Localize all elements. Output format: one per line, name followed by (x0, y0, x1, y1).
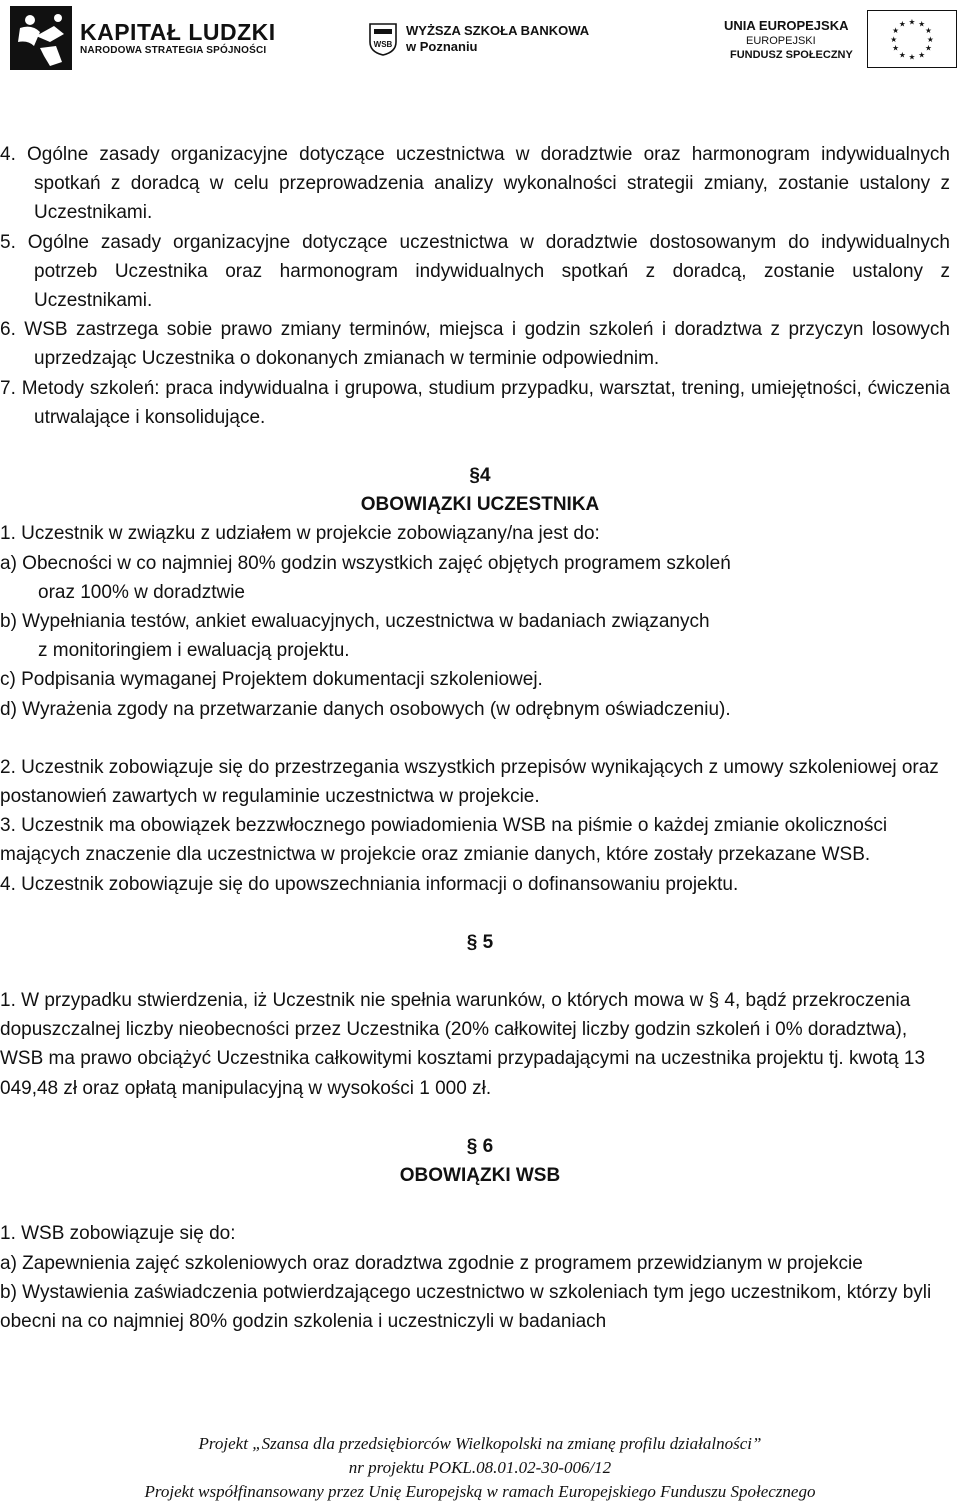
eu-flag-icon (867, 10, 957, 68)
section-4-intro: 1. Uczestnik w związku z udziałem w projekcie zobowiązany/na jest do: (0, 523, 600, 545)
paragraph-5: 5. Ogólne zasady organizacyjne dotyczące uczestnictwa w doradztwie dostosowanym do indywidualnych potrzeb Uczestnika oraz harmonogram indywidualnych spotkań z doradcą, zostanie ustalony z Uczestnikami. (0, 231, 950, 312)
paragraph-6: 6. WSB zastrzega sobie prawo zmiany terminów, miejsca i godzin szkoleń i doradztwa z przyczyn losowych uprzedzając Uczestnika o dokonanych zmianach w terminie odpowiednim. (0, 319, 950, 370)
section-5-paragraph-1: 1. W przypadku stwierdzenia, iż Uczestnik nie spełnia warunków, o których mowa w § 4, bądź przekroczenia dopuszczalnej liczby nieobecności przez Uczestnika (20% całkowitej liczby godzin szkoleń i 0% doradztwa), WSB ma prawo obciążyć Uczestnika całkowitymi kosztami przypadającymi na uczestnika projektu tj. kwotą 13 049,48 zł oraz opłatą manipulacyjną w wysokości 1 000 zł. (0, 990, 926, 1099)
svg-text:★: ★ (924, 26, 932, 36)
footer-cofinancing: Projekt współfinansowany przez Unię Europejską w ramach Europejskiego Funduszu Społecznego (144, 1482, 816, 1501)
section-4-paragraph-3: 3. Uczestnik ma obowiązek bezzwłocznego powiadomienia WSB na piśmie o każdej zmianie okoliczności mających znaczenie dla uczestnictwa w projekcie oraz zmianie danych, które zostały przekazane WSB. (0, 815, 888, 866)
wsb-logo (368, 22, 589, 56)
section-4-heading: §4 (469, 465, 491, 487)
svg-text:★: ★ (898, 50, 906, 60)
section-6-heading: § 6 (466, 1135, 494, 1157)
section-6-item-a: a) Zapewnienia zajęć szkoleniowych oraz doradztwa zgodnie z programem przewidzianym w projekcie (0, 1252, 863, 1274)
svg-text:★: ★ (898, 19, 906, 29)
svg-text:★: ★ (926, 34, 934, 44)
section-4-item-c: c) Podpisania wymaganej Projektem dokumentacji szkoleniowej. (0, 669, 543, 691)
footer-project-number: nr projektu POKL.08.01.02-30-006/12 (348, 1458, 612, 1477)
eu-fund-line1: EUROPEJSKI (746, 35, 816, 47)
section-5-heading: § 5 (466, 931, 494, 953)
section-6-title: OBOWIĄZKI WSB (399, 1165, 561, 1187)
section-4-title: OBOWIĄZKI UCZESTNIKA (360, 494, 600, 516)
kapital-ludzki-logo (10, 6, 276, 70)
kapital-ludzki-emblem-icon (10, 6, 72, 70)
section-4-paragraph-4: 4. Uczestnik zobowiązuje się do upowszechniania informacji o dofinansowaniu projektu. (0, 873, 739, 895)
footer-project-name: Projekt „Szansa dla przedsiębiorców Wielkopolski na zmianę profilu działalności” (198, 1434, 762, 1453)
kapital-subtitle: NARODOWA STRATEGIA SPÓJNOŚCI (80, 45, 267, 56)
svg-text:★: ★ (908, 52, 916, 62)
wsb-city: w Poznaniu (406, 39, 478, 54)
eu-fund-line2: FUNDUSZ SPOŁECZNY (730, 49, 853, 61)
document-body (0, 140, 960, 1336)
section-4-item-a-line1: a) Obecności w co najmniej 80% godzin wszystkich zajęć objętych programem szkoleń (0, 552, 731, 574)
svg-text:★: ★ (918, 19, 925, 29)
wsb-shield-icon (368, 22, 398, 56)
kapital-title: KAPITAŁ LUDZKI (80, 19, 276, 45)
page-footer (0, 1432, 960, 1504)
wsb-name: WYŻSZA SZKOŁA BANKOWA (406, 23, 590, 38)
section-4-item-b-line1: b) Wypełniania testów, ankiet ewaluacyjnych, uczestnictwa w badaniach związanych (0, 611, 710, 633)
svg-text:★: ★ (890, 34, 897, 44)
svg-text:★: ★ (891, 43, 899, 53)
paragraph-7: 7. Metody szkoleń: praca indywidualna i grupowa, studium przypadku, warsztat, trening, umiejętności, ćwiczenia utrwalające i konsolidujące. (0, 377, 950, 428)
eu-logo (724, 18, 957, 68)
wsb-emblem-text: WSB (373, 40, 393, 49)
section-4-paragraph-2: 2. Uczestnik zobowiązuje się do przestrzegania wszystkich przepisów wynikających z umowy szkoleniowej oraz postanowień zawartych w regulaminie uczestnictwa w projekcie. (0, 756, 939, 808)
eu-name: UNIA EUROPEJSKA (724, 18, 849, 33)
svg-text:★: ★ (924, 43, 932, 53)
svg-text:★: ★ (891, 26, 899, 36)
svg-text:★: ★ (918, 50, 925, 60)
paragraph-4: 4. Ogólne zasady organizacyjne dotyczące uczestnictwa w doradztwie oraz harmonogram indywidualnych spotkań z doradcą w celu przeprowadzenia analizy wykonalności strategii zmiany, zostanie ustalony z Uczestnikami. (0, 144, 950, 224)
section-4-item-a-line2: oraz 100% w doradztwie (38, 581, 245, 603)
section-4-item-d: d) Wyrażenia zgody na przetwarzanie danych osobowych (w odrębnym oświadczeniu). (0, 698, 731, 720)
section-6-item-b: b) Wystawienia zaświadczenia potwierdzającego uczestnictwo w szkoleniach tym jego uczestnikom, którzy byli obecni na co najmniej 80% godzin szkolenia i uczestniczyli w badaniach (0, 1281, 932, 1332)
page-header (0, 0, 960, 90)
svg-text:★: ★ (908, 17, 916, 27)
section-6-intro: 1. WSB zobowiązuje się do: (0, 1223, 236, 1245)
section-4-item-b-line2: z monitoringiem i ewaluacją projektu. (38, 640, 350, 662)
